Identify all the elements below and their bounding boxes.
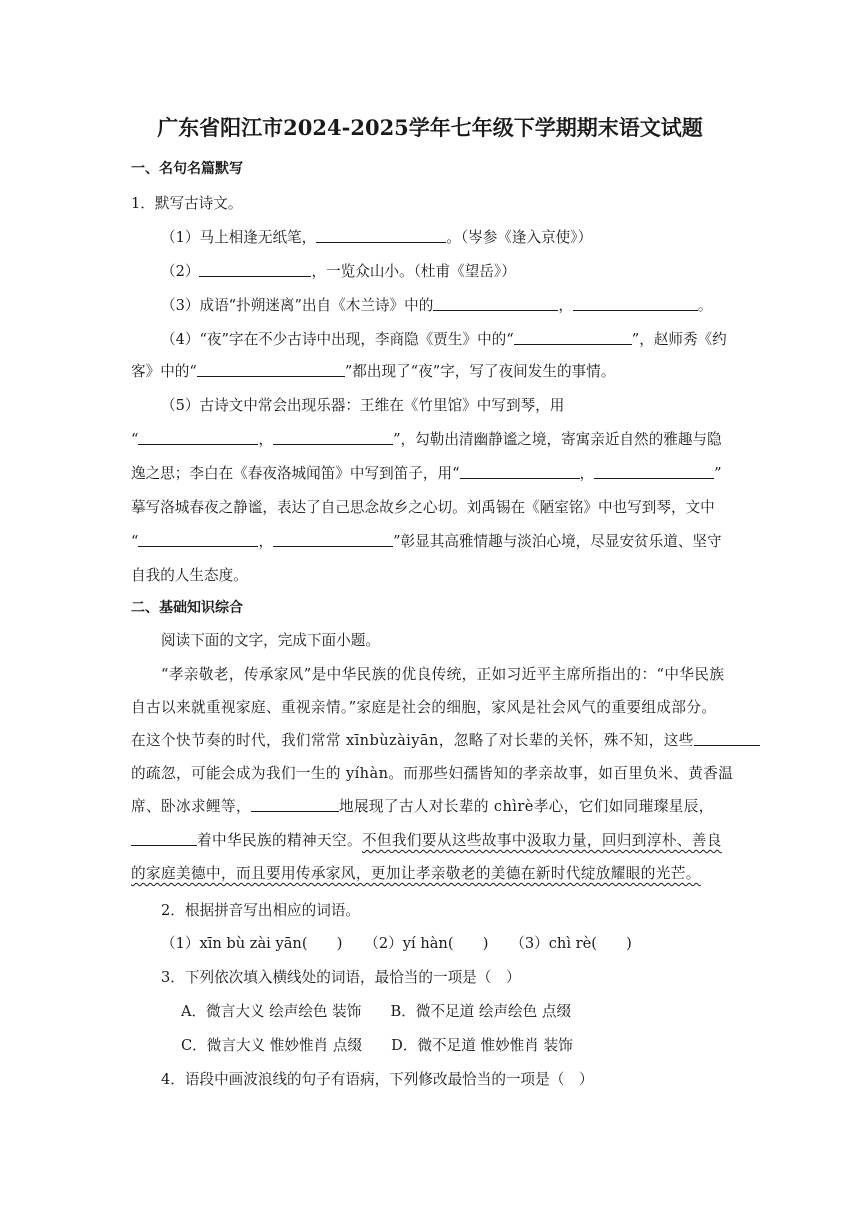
question-1-5-line-6: 自我的人生态度。 bbox=[131, 567, 248, 584]
q1-5-blank-3[interactable] bbox=[460, 464, 580, 479]
reading-instruction: 阅读下面的文字，完成下面小题。 bbox=[161, 632, 380, 649]
q1-1-text-after: 。（岑参《逢入京使》） bbox=[446, 229, 593, 246]
passage-line-5-text-after: 地展现了古人对长辈的 chìrè孝心，它们如同璀璨星辰， bbox=[338, 798, 714, 815]
question-1-stem: 1．默写古诗文。 bbox=[131, 195, 243, 212]
q1-5-blank-6[interactable] bbox=[273, 532, 393, 547]
q1-5-separator-3: ， bbox=[258, 533, 274, 550]
q1-4-blank-1[interactable] bbox=[514, 330, 632, 345]
question-2-items: （1）xīn bù zài yān( ) （2）yí hàn( ) （3）chì rè( ) bbox=[161, 935, 632, 952]
q1-5-blank-2[interactable] bbox=[273, 430, 393, 445]
q1-5-blank-1[interactable] bbox=[138, 430, 258, 445]
q1-5-text-3: 逸之思；李白在《春夜洛城闻笛》中写到笛子，用“ bbox=[131, 465, 460, 482]
q1-5-open-quote-5: “ bbox=[131, 533, 139, 550]
question-1-5-line-2 bbox=[131, 430, 729, 450]
passage-blank-3[interactable] bbox=[131, 831, 197, 846]
passage-line-1: “孝亲敬老，传承家风”是中华民族的优良传统，正如习近平主席所指出的：“中华民族 bbox=[161, 666, 725, 683]
q1-4-text-before: （4）“夜”字在不少古诗中出现，李商隐《贾生》中的“ bbox=[161, 331, 514, 348]
passage-blank-1[interactable] bbox=[694, 731, 760, 746]
passage-blank-2[interactable] bbox=[251, 797, 339, 812]
passage-line-2: 自古以来就重视家庭、重视亲情。”家庭是社会的细胞，家风是社会风气的重要组成部分。 bbox=[131, 699, 717, 716]
passage-line-6 bbox=[131, 831, 729, 851]
question-1-5-line-4: 摹写洛城春夜之静谧，表达了自己思念故乡之心切。刘禹锡在《陋室铭》中也写到琴，文中 bbox=[131, 499, 715, 516]
passage-line-7 bbox=[131, 864, 729, 884]
q1-3-blank-1[interactable] bbox=[433, 296, 558, 311]
passage-line-3-text: 在这个快节奏的时代，我们常常 xīnbùzàiyān，忽略了对长辈的关怀，殊不知，这些 bbox=[131, 732, 694, 749]
question-1-1 bbox=[161, 228, 759, 248]
q1-3-text-before: （3）成语“扑朔迷离”出自《木兰诗》中的 bbox=[161, 297, 434, 314]
q1-3-text-after: 。 bbox=[697, 297, 713, 314]
q1-1-blank[interactable] bbox=[316, 228, 446, 243]
question-4: 4．语段中画波浪线的句子有语病，下列修改最恰当的一项是（ ） bbox=[161, 1071, 594, 1088]
document-title: 广东省阳江市2024-2025学年七年级下学期期末语文试题 bbox=[157, 115, 703, 140]
question-1-3 bbox=[161, 296, 759, 316]
q1-2-text-before: （2） bbox=[161, 263, 200, 280]
q1-4b-text-before: 客》中的“ bbox=[131, 363, 197, 380]
q1-5-blank-4[interactable] bbox=[594, 464, 714, 479]
q1-2-blank[interactable] bbox=[199, 262, 311, 277]
question-1-4-continued bbox=[131, 362, 729, 382]
q1-3-blank-2[interactable] bbox=[573, 296, 698, 311]
wavy-underlined-sentence-part-1: 不但我们要从这些故事中汲取力量，回归到淳朴、善良 bbox=[361, 832, 722, 849]
q1-5-text-5: ”彰显其高雅情趣与淡泊心境，尽显安贫乐道、坚守 bbox=[393, 533, 722, 550]
q1-4b-text-after: ”都出现了“夜”字，写了夜间发生的事情。 bbox=[344, 363, 616, 380]
question-1-5-line-3 bbox=[131, 464, 729, 484]
q1-4-text-after: ”，赵师秀《约 bbox=[631, 331, 727, 348]
q1-3-separator: ， bbox=[558, 297, 573, 314]
passage-line-6-text: 着中华民族的精神天空。 bbox=[197, 832, 362, 849]
question-3-options-cd: C．微言大义 惟妙惟肖 点缀 D．微不足道 惟妙惟肖 装饰 bbox=[181, 1037, 573, 1054]
q1-2-text-after: ，一览众山小。（杜甫《望岳》） bbox=[311, 263, 516, 280]
section-2-heading: 二、基础知识综合 bbox=[131, 600, 243, 616]
question-2: 2．根据拼音写出相应的词语。 bbox=[161, 902, 361, 919]
passage-line-5-text-before: 席、卧冰求鲤等， bbox=[131, 798, 251, 815]
question-3-options-ab: A．微言大义 绘声绘色 装饰 B．微不足道 绘声绘色 点缀 bbox=[181, 1003, 572, 1020]
question-3: 3．下列依次填入横线处的词语，最恰当的一项是（ ） bbox=[161, 969, 521, 986]
passage-line-5 bbox=[131, 797, 729, 817]
q1-1-text-before: （1）马上相逢无纸笔， bbox=[161, 229, 317, 246]
section-1-heading: 一、名句名篇默写 bbox=[131, 161, 243, 177]
question-1-5-line-5 bbox=[131, 532, 729, 552]
question-1-4 bbox=[161, 330, 759, 350]
question-1-2 bbox=[161, 262, 759, 282]
q1-5-open-quote: “ bbox=[131, 431, 139, 448]
q1-5-separator-1: ， bbox=[258, 431, 274, 448]
q1-5-close-quote-3: ” bbox=[714, 465, 722, 482]
wavy-underlined-sentence-part-2: 的家庭美德中，而且要用传承家风，更加让孝亲敬老的美德在新时代绽放耀眼的光芒。 bbox=[131, 865, 701, 882]
passage-line-4: 的疏忽，可能会成为我们一生的 yíhàn。而那些妇孺皆知的孝亲故事，如百里负米、黄香温 bbox=[131, 765, 734, 782]
q1-5-text-2: ”，勾勒出清幽静谧之境，寄寓亲近自然的雅趣与隐 bbox=[393, 431, 722, 448]
passage-line-3 bbox=[131, 731, 729, 751]
q1-5-blank-5[interactable] bbox=[138, 532, 258, 547]
question-1-5-intro: （5）古诗文中常会出现乐器：王维在《竹里馆》中写到琴，用 bbox=[161, 397, 565, 414]
q1-4-blank-2[interactable] bbox=[197, 362, 345, 377]
q1-5-separator-2: ， bbox=[579, 465, 595, 482]
